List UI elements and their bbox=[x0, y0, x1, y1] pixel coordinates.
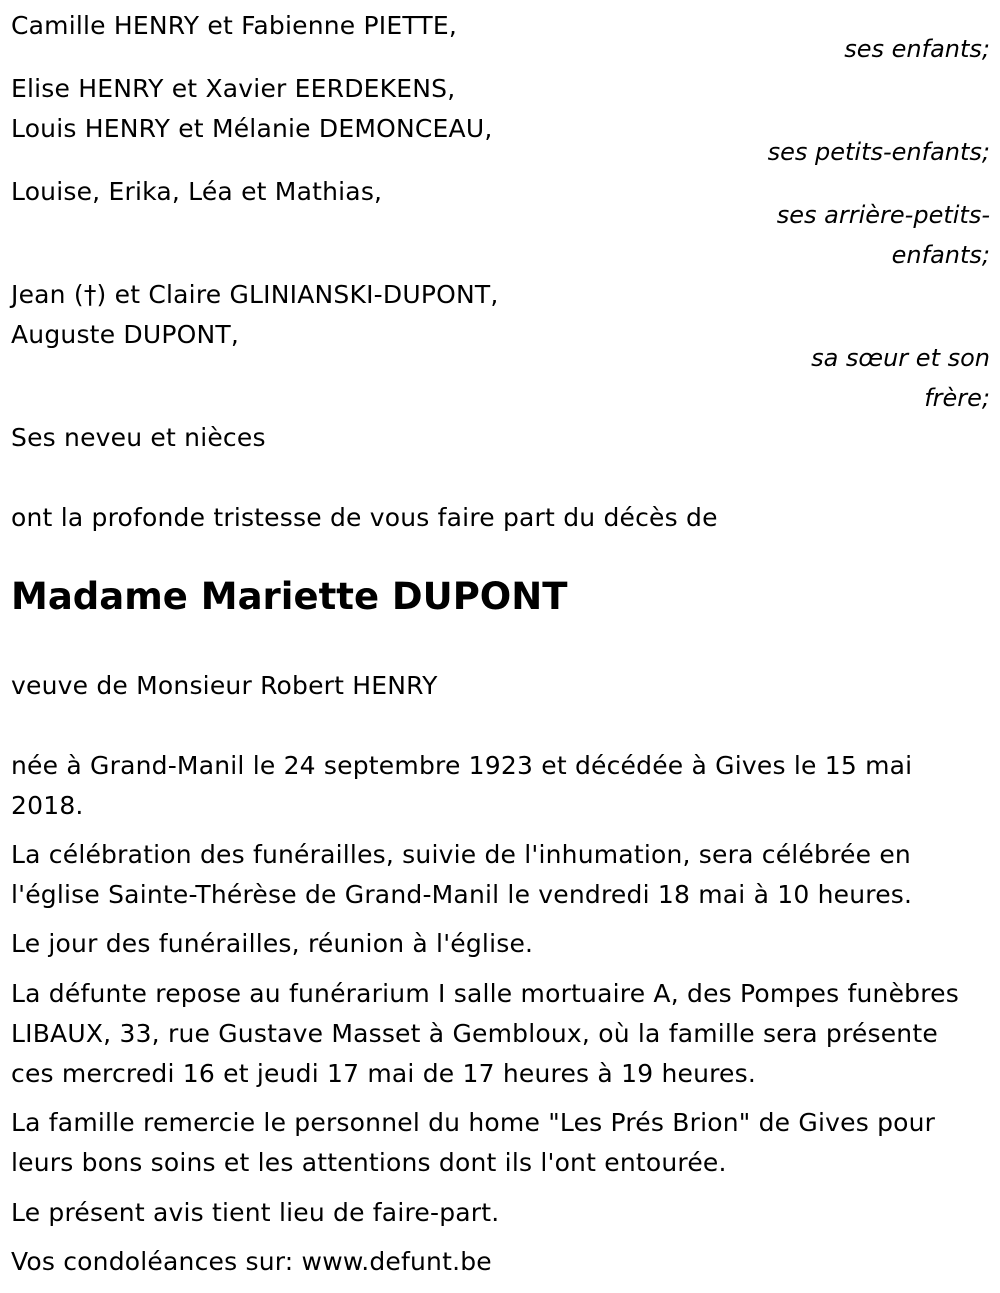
notice-paragraph: Le présent avis tient lieu de faire-part. bbox=[11, 1198, 500, 1227]
grandchild-line-1: Elise HENRY et Xavier EERDEKENS, bbox=[11, 74, 456, 103]
grandchild-line-2: Louis HENRY et Mélanie DEMONCEAU, bbox=[11, 114, 493, 143]
great-grandchildren-role-line-1: ses arrière-petits- bbox=[776, 201, 990, 229]
sibling-line-1: Jean (†) et Claire GLINIANSKI-DUPONT, bbox=[11, 280, 499, 309]
condolences-paragraph: Vos condoléances sur: www.defunt.be bbox=[11, 1247, 492, 1276]
great-grandchildren-role-line-2: enfants; bbox=[891, 241, 990, 269]
siblings-role-line-1: sa sœur et son bbox=[811, 344, 990, 372]
visitation-paragraph: La défunte repose au funérarium I salle mortuaire A, des Pompes funèbres LIBAUX, 33, rue Gustave Masset à Gembloux, où la famille sera présente ces mercredi 16 et jeudi 17 mai de 17 heures à 19 heures. bbox=[11, 979, 959, 1088]
great-grandchildren-names: Louise, Erika, Léa et Mathias, bbox=[11, 177, 383, 206]
meeting-paragraph: Le jour des funérailles, réunion à l'église. bbox=[11, 929, 534, 958]
ceremony-paragraph: La célébration des funérailles, suivie de l'inhumation, sera célébrée en l'église Sainte-Thérèse de Grand-Manil le vendredi 18 mai à 10 heures. bbox=[11, 840, 913, 909]
sibling-line-2: Auguste DUPONT, bbox=[11, 320, 240, 349]
announcement-line: ont la profonde tristesse de vous faire part du décès de bbox=[11, 503, 718, 532]
grandchildren-role: ses petits-enfants; bbox=[767, 138, 990, 166]
birth-death-paragraph: née à Grand-Manil le 24 septembre 1923 et décédée à Gives le 15 mai 2018. bbox=[11, 751, 913, 820]
children-names: Camille HENRY et Fabienne PIETTE, bbox=[11, 11, 458, 40]
widow-of-line: veuve de Monsieur Robert HENRY bbox=[11, 671, 438, 700]
nephews-line: Ses neveu et nièces bbox=[11, 423, 266, 452]
thanks-paragraph: La famille remercie le personnel du home "Les Prés Brion" de Gives pour leurs bons soins et les attentions dont ils l'ont entourée. bbox=[11, 1108, 936, 1177]
siblings-role-line-2: frère; bbox=[924, 384, 990, 412]
children-role: ses enfants; bbox=[844, 35, 990, 63]
deceased-name: Madame Mariette DUPONT bbox=[11, 575, 568, 618]
